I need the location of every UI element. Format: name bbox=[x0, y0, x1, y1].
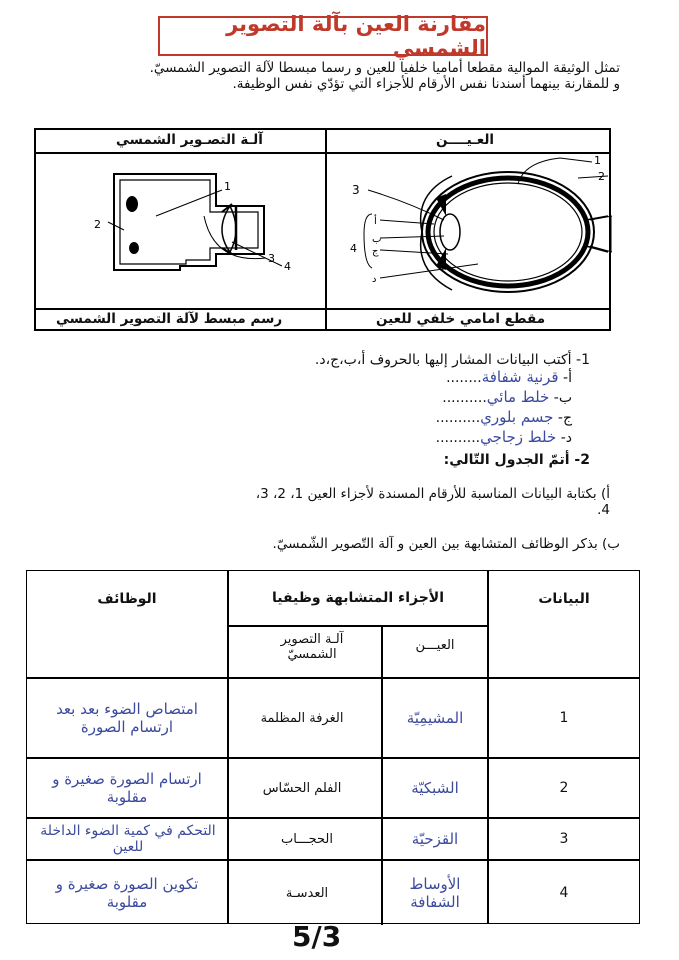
header-functions: الوظائف bbox=[97, 591, 157, 607]
row-1-eye: المشيمِيّة bbox=[406, 709, 464, 727]
eye-label-4: 4 bbox=[350, 242, 357, 255]
page-title: مقارنة العين بآلة التصوير الشمسي bbox=[158, 16, 488, 56]
figures-divider bbox=[325, 130, 327, 329]
row-4-num: 4 bbox=[559, 885, 569, 901]
camera-header: آلـة التصـوير الشمسي bbox=[116, 132, 263, 148]
eye-label-3: 3 bbox=[352, 183, 360, 197]
questions-section bbox=[220, 352, 590, 448]
answer-c-prefix: ج- bbox=[557, 410, 572, 426]
row-4-function: تكوين الصورة صغيرة و مقلوبة bbox=[55, 875, 199, 911]
row-4-eye: الأوساط الشفافة bbox=[409, 875, 461, 911]
row-3-function: التحكم في كمية الضوء الداخلة للعين bbox=[40, 823, 216, 855]
answer-c-dots: .......... bbox=[435, 410, 481, 426]
question-2a: أ) بكتابة البيانات المناسبة للأرقام المسندة لأجزاء العين 1، 2، 3، 4. bbox=[255, 486, 610, 518]
row-1-num: 1 bbox=[559, 710, 569, 726]
answer-c-value: جسم بلوري bbox=[480, 408, 554, 426]
answer-d-dots: .......... bbox=[435, 430, 481, 446]
camera-label-4: 4 bbox=[284, 260, 291, 273]
camera-caption: رسم مبسط لآلة التصوير الشمسي bbox=[56, 311, 283, 327]
row-2-eye: الشبكيّة bbox=[411, 779, 459, 797]
answer-b bbox=[220, 388, 572, 408]
answers-list bbox=[220, 368, 572, 448]
intro-line-2: و للمقارنة بينهما أسندنا نفس الأرقام للأجزاء التي تؤدّي نفس الوظيفة. bbox=[232, 76, 620, 92]
row-3-num: 3 bbox=[559, 831, 569, 847]
answer-a-value: قرنية شفافة bbox=[481, 368, 559, 386]
row-1-function: امتصاص الضوء بعد بعد ارتسام الصورة bbox=[56, 700, 198, 736]
eye-label-b: ب bbox=[372, 234, 382, 245]
eye-header: العـيــــن bbox=[436, 132, 495, 148]
eye-diagram bbox=[328, 154, 612, 306]
eye-label-d: د bbox=[372, 274, 377, 285]
answer-a-prefix: أ- bbox=[563, 370, 572, 386]
eye-label-2: 2 bbox=[598, 170, 605, 183]
camera-diagram bbox=[36, 154, 324, 306]
row-4-camera: العدسـة bbox=[285, 885, 329, 901]
row-2-num: 2 bbox=[559, 780, 569, 796]
answer-a bbox=[220, 368, 572, 388]
answer-b-prefix: ب- bbox=[553, 390, 572, 406]
figures-footer-line bbox=[36, 308, 609, 310]
answer-a-dots: ........ bbox=[446, 370, 482, 386]
page-number: 5/3 bbox=[292, 920, 342, 953]
camera-label-2: 2 bbox=[94, 218, 101, 231]
answer-c bbox=[220, 408, 572, 428]
subheader-eye: العيـــن bbox=[415, 637, 455, 653]
row-1-camera: الغرفة المظلمة bbox=[260, 710, 344, 726]
question-1: 1- أكتب البيانات المشار إليها بالحروف أ،ب،ج،د. bbox=[314, 352, 590, 368]
eye-label-c: ج bbox=[372, 246, 379, 257]
answer-b-dots: .......... bbox=[442, 390, 487, 406]
camera-label-1: 1 bbox=[224, 180, 231, 193]
camera-label-3: 3 bbox=[268, 252, 275, 265]
answer-d-prefix: د- bbox=[560, 430, 572, 446]
comparison-table bbox=[26, 570, 640, 924]
camera-film-bottom bbox=[129, 242, 139, 254]
question-2b: ب) بذكر الوظائف المتشابهة بين العين و آلة التّصوير الشّمسيّ. bbox=[272, 536, 620, 552]
answer-d-value: خلط زجاجي bbox=[480, 428, 557, 446]
row-2-camera: الفلم الحسّاس bbox=[262, 780, 342, 796]
answer-b-value: خلط مائي bbox=[486, 388, 550, 406]
intro-paragraph bbox=[60, 60, 620, 92]
figures-table bbox=[34, 128, 611, 331]
row-3-eye: القزحيّة bbox=[411, 830, 459, 848]
row-2-function: ارتسام الصورة صغيرة و مقلوبة bbox=[52, 770, 202, 806]
question-2: 2- أتمّ الجدول التّالي: bbox=[443, 452, 590, 468]
subheader-camera: آلـة التصوير الشمسيّ bbox=[280, 632, 344, 662]
answer-d bbox=[220, 428, 572, 448]
row-3-camera: الحجـــاب bbox=[281, 831, 333, 847]
eye-label-1: 1 bbox=[594, 154, 601, 167]
eye-caption: مقطع امامي خلفي للعين bbox=[376, 311, 546, 327]
header-parts: الأجزاء المتشابهة وظيفيا bbox=[271, 590, 445, 606]
camera-film-top bbox=[126, 196, 138, 212]
eye-label-a: أ bbox=[374, 216, 377, 227]
intro-line-1: تمثل الوثيقة الموالية مقطعا أماميا خلفيا للعين و رسما مبسطا لآلة التصوير الشمسيّ. bbox=[149, 60, 620, 76]
header-labels: البيانات bbox=[538, 591, 590, 607]
